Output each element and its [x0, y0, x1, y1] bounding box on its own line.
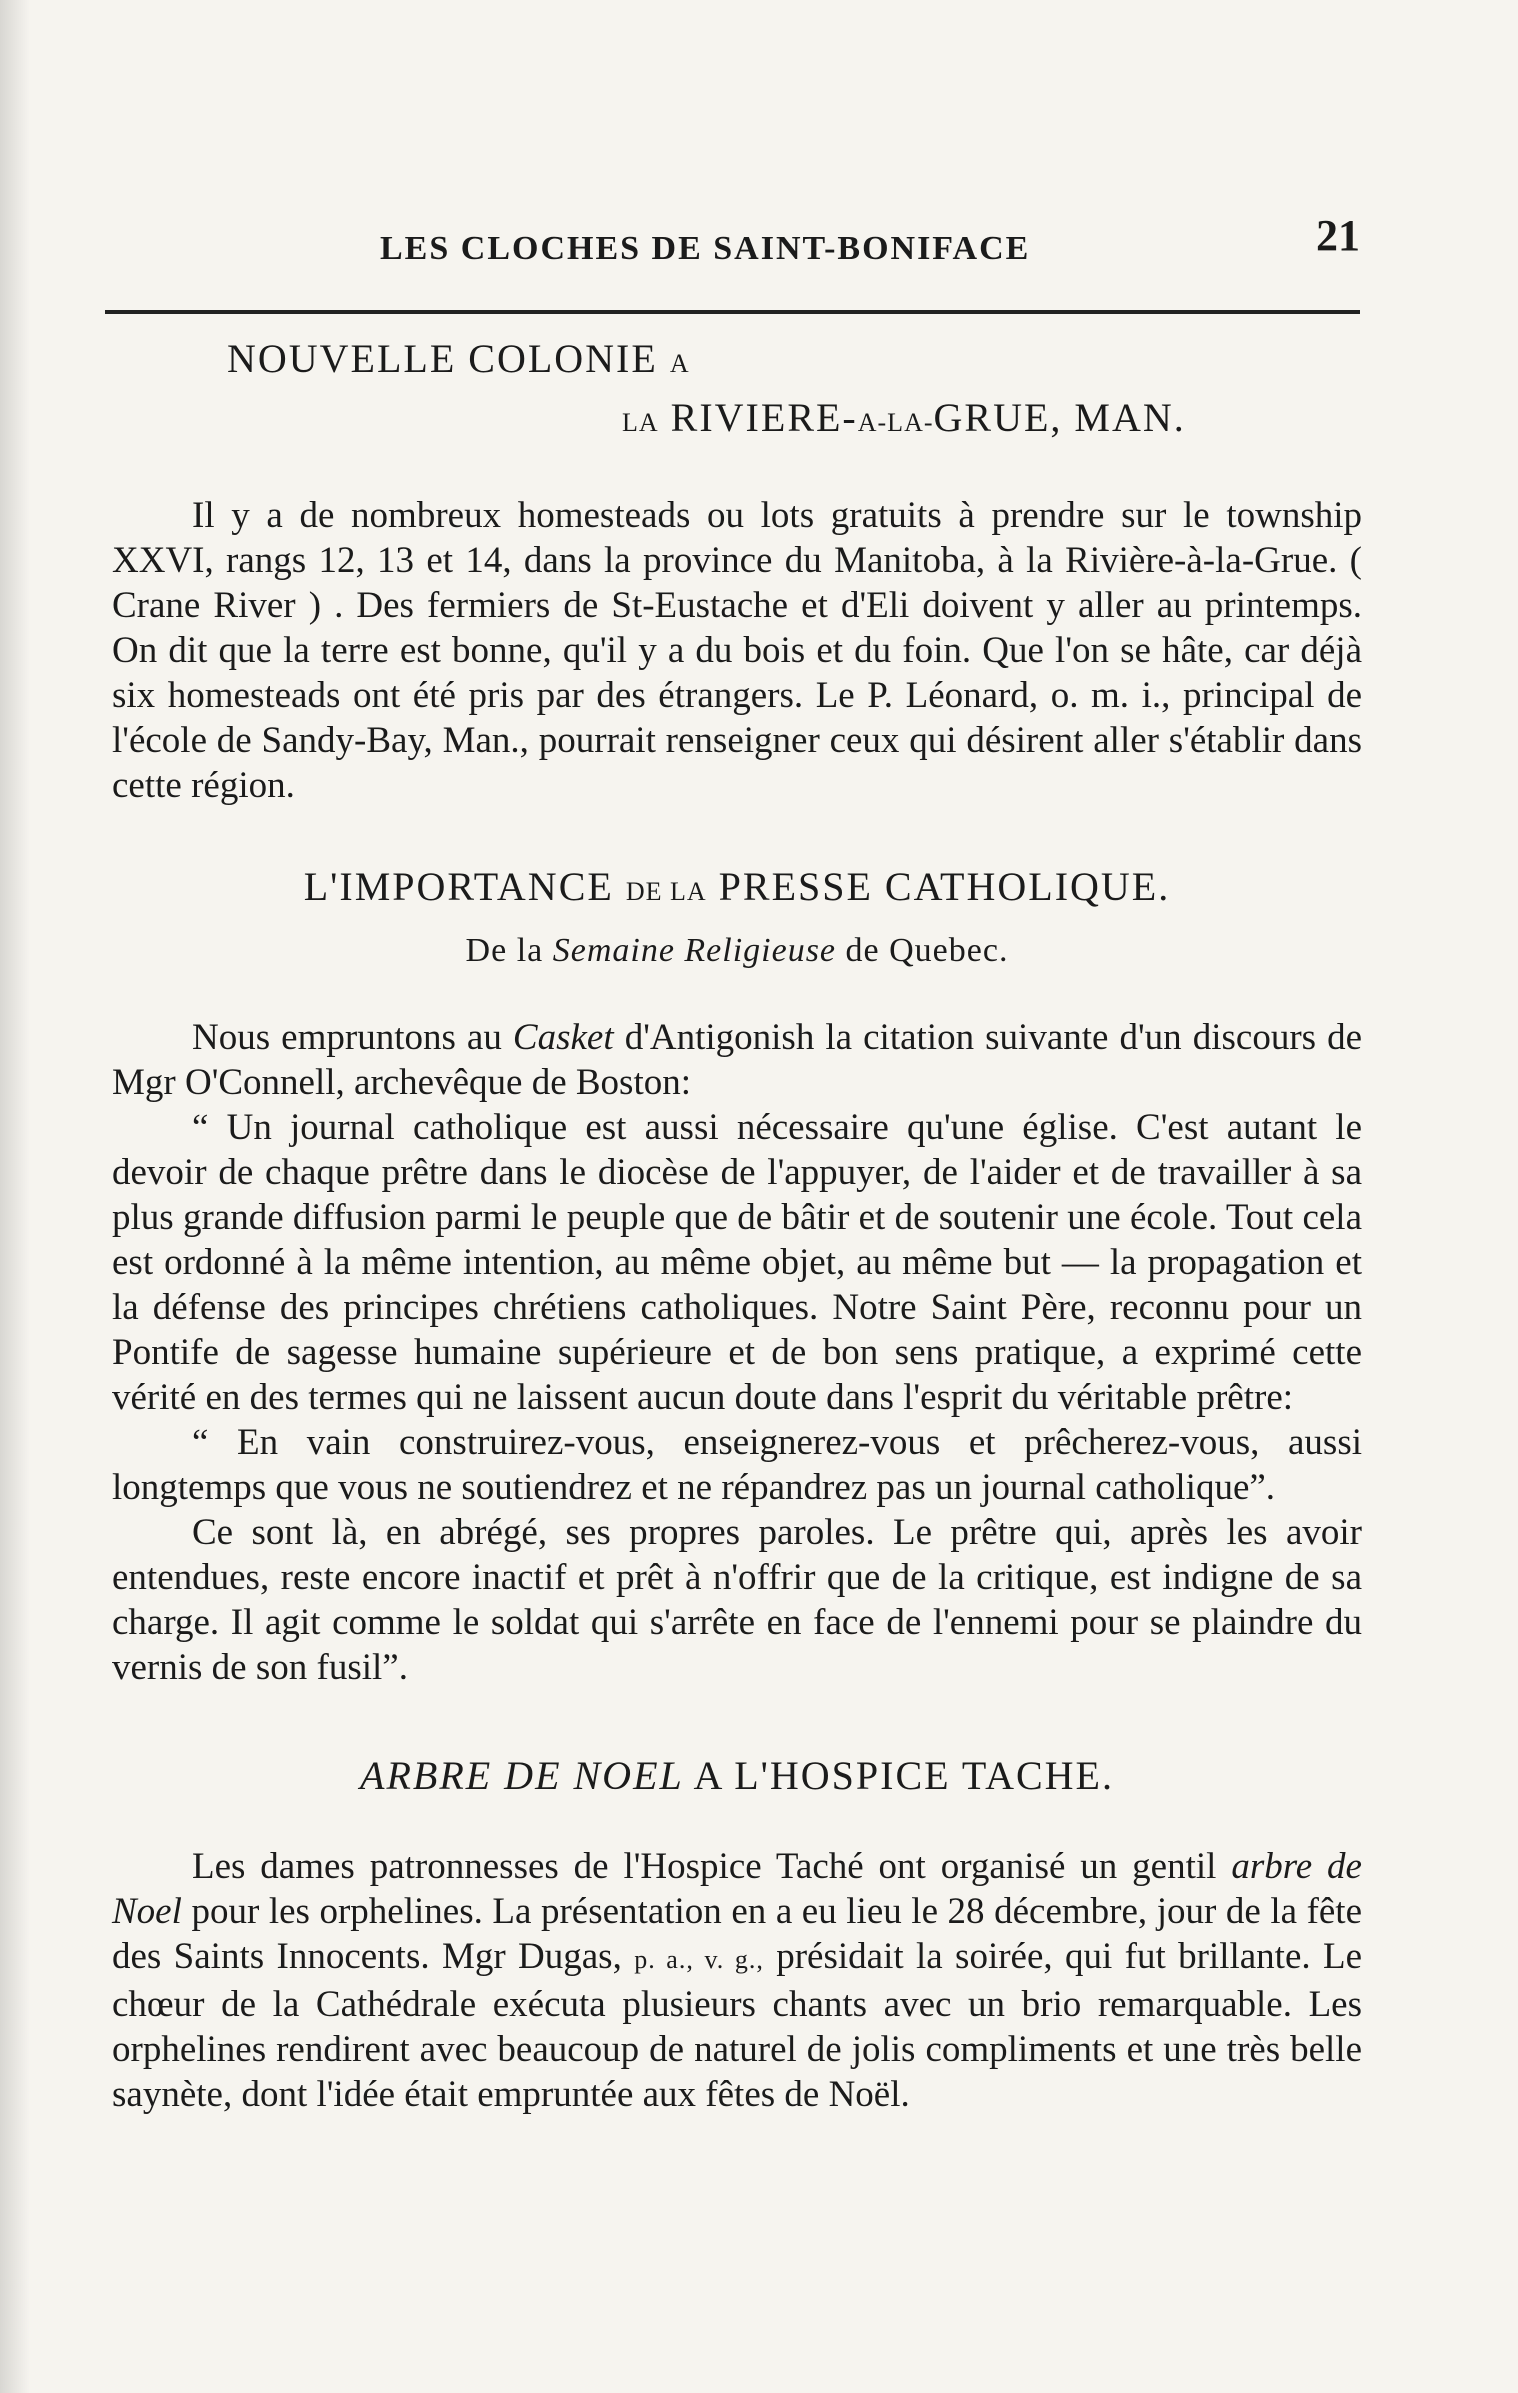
- section3-title-italic: ARBRE DE NOEL: [360, 1753, 684, 1798]
- section3-title: [112, 1752, 1362, 1799]
- section2-p1-italic: Casket: [512, 1017, 614, 1058]
- section3-title-rest: A L'HOSPICE TACHE.: [693, 1753, 1114, 1798]
- section3-p-sc: p. a., v. g.,: [634, 1945, 764, 1974]
- header-rule: [105, 310, 1360, 314]
- section1-title2-sc2: A-LA-: [857, 408, 934, 437]
- page-header: [110, 210, 1360, 290]
- section2-subtitle-italic: Semaine Religieuse: [552, 932, 837, 969]
- section2-title-sc: DE LA: [625, 877, 707, 906]
- section3-p-italic: arbre de Noel: [112, 1846, 1362, 1932]
- section1-title-line2: [112, 394, 1362, 441]
- section2-subtitle: [112, 932, 1362, 970]
- section2-paragraph3: “ En vain construirez-vous, enseignerez-vous et prêcherez-vous, aussi longtemps que vous ne soutiendrez et ne répandrez pas un journal catholique”.: [112, 1422, 1362, 1508]
- section1-title-line1: [112, 335, 1362, 382]
- section3-p-part2: pour les orphelines. La présentation en a eu lieu le 28 décembre, jour de la fête des Saints Innocents. Mgr Dugas,: [112, 1891, 1363, 1977]
- section2-paragraph2: “ Un journal catholique est aussi nécessaire qu'une église. C'est autant le devoir de chaque prêtre dans le diocèse de l'appuyer, de l'aider et de travailler à sa plus grande diffusion parmi le peuple que de bâtir et de soutenir une école. Tout cela est ordonné à la même intention, au même objet, au même but — la propagation et la défense des principes chrétiens catholiques. Notre Saint Père, reconnu pour un Pontife de sagesse humaine supérieure et de bon sens pratique, a exprimé cette vérité en des termes qui ne laissent aucun doute dans l'esprit du véritable prêtre:: [112, 1107, 1362, 1418]
- section2-subtitle-de2: de: [845, 932, 880, 969]
- section2-title: [112, 863, 1362, 910]
- section3-p-part3: présidait la soirée, qui fut brillante. Le chœur de la Cathédrale exécuta plusieurs chants avec un brio remarquable. Les orphelines rendirent avec beaucoup de naturel de jolis compliments et une très belle saynète, dont l'idée était empruntée aux fêtes de Noël.: [112, 1936, 1363, 2115]
- section2-paragraph1: [112, 1015, 1362, 1105]
- section2-title-part1: L'IMPORTANCE: [303, 864, 614, 909]
- page-number: 21: [1316, 211, 1360, 260]
- section3-paragraph: [112, 1844, 1362, 2117]
- page-edge-shadow: [0, 0, 30, 2393]
- section3-p-part1: Les dames patronnesses de l'Hospice Taché ont organisé un gentil: [192, 1846, 1217, 1887]
- section2-title-part2: PRESSE CATHOLIQUE.: [718, 864, 1171, 909]
- section2-p1-after: d'Antigonish la citation suivante d'un discours de Mgr O'Connell, archevêque de Boston:: [112, 1017, 1363, 1103]
- section2-subtitle-place: Quebec.: [889, 932, 1009, 969]
- section1-title2-main: RIVIERE-: [670, 395, 858, 440]
- running-title: LES CLOCHES DE SAINT-BONIFACE: [380, 230, 1031, 267]
- section2-p1-before: Nous empruntons au: [192, 1017, 502, 1058]
- section1-paragraph: Il y a de nombreux homesteads ou lots gratuits à prendre sur le township XXVI, rangs 12, 13 et 14, dans la province du Manitoba, à la Rivière-à-la-Grue. ( Crane River ) . Des fermiers de St-Eustache et d'Eli doivent y aller au printemps. On dit que la terre est bonne, qu'il y a du bois et du foin. Que l'on se hâte, car déjà six homesteads ont été pris par des étrangers. Le P. Léonard, o. m. i., principal de l'école de Sandy-Bay, Man., pourrait renseigner ceux qui désirent aller s'établir dans cette région.: [112, 495, 1362, 806]
- section2-subtitle-de: De la: [465, 932, 544, 969]
- page-body: [112, 320, 1362, 2117]
- section1-title-sc: A: [669, 349, 690, 378]
- section1-title2-sc1: LA: [622, 408, 659, 437]
- section1-title-main: NOUVELLE COLONIE: [227, 336, 658, 381]
- section2-paragraph4: Ce sont là, en abrégé, ses propres paroles. Le prêtre qui, après les avoir entendues, reste encore inactif et prêt à n'offrir que de la critique, est indigne de sa charge. Il agit comme le soldat qui s'arrête en face de l'ennemi pour se plaindre du vernis de son fusil”.: [112, 1512, 1362, 1688]
- section1-title2-end: GRUE, MAN.: [933, 395, 1186, 440]
